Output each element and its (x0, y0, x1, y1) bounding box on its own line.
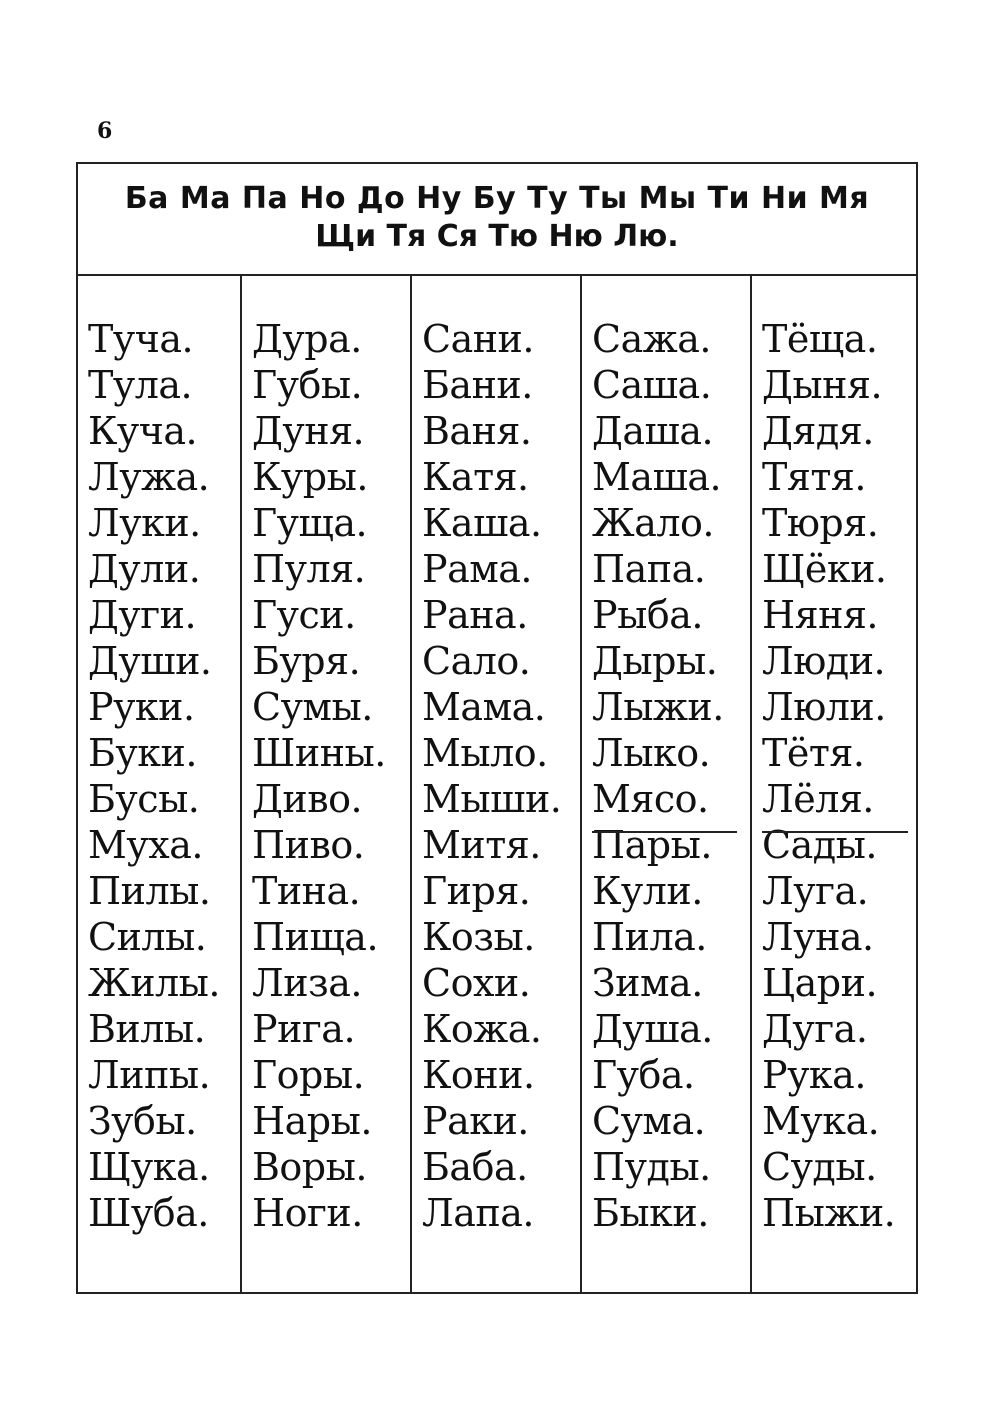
word-item: Быки. (592, 1191, 709, 1235)
word-item: Сани. (422, 317, 534, 361)
word-item: Сало. (422, 639, 531, 683)
word-item: Щёки. (762, 547, 887, 591)
word-item: Куча. (88, 409, 198, 453)
word-item: Пила. (592, 915, 707, 959)
word-item: Лиза. (252, 961, 362, 1005)
word-item: Жилы. (88, 961, 220, 1005)
word-item: Шуба. (88, 1191, 209, 1235)
word-column-1 (78, 276, 242, 1294)
word-item: Руки. (88, 685, 195, 729)
word-item: Туча. (88, 317, 194, 361)
word-item: Мука. (762, 1099, 880, 1143)
word-item: Лёля. (762, 777, 874, 821)
word-column-4 (582, 276, 752, 1294)
word-item: Даша. (592, 409, 714, 453)
word-item: Куры. (252, 455, 368, 499)
word-item: Дыня. (762, 363, 883, 407)
word-item: Пуля. (252, 547, 366, 591)
word-item: Воры. (252, 1145, 367, 1189)
word-item: Шины. (252, 731, 386, 775)
word-item: Луга. (762, 869, 869, 913)
syllable-table (76, 162, 918, 1294)
word-item: Люди. (762, 639, 886, 683)
word-item: Лапа. (422, 1191, 534, 1235)
word-item: Маша. (592, 455, 722, 499)
word-item: Кожа. (422, 1007, 542, 1051)
word-item: Пилы. (88, 869, 211, 913)
word-item: Бусы. (88, 777, 200, 821)
word-item: Дуги. (88, 593, 197, 637)
word-item: Души. (88, 639, 212, 683)
word-item: Кони. (422, 1053, 535, 1097)
word-item: Пары. (592, 823, 712, 867)
word-item: Рыба. (592, 593, 703, 637)
word-item: Щука. (88, 1145, 210, 1189)
word-item: Мясо. (592, 777, 709, 821)
word-item: Буки. (88, 731, 197, 775)
word-item: Саша. (592, 363, 712, 407)
word-item: Рама. (422, 547, 533, 591)
word-column-5 (752, 276, 916, 1294)
word-item: Суды. (762, 1145, 877, 1189)
word-item: Гиря. (422, 869, 531, 913)
word-item: Пыжи. (762, 1191, 896, 1235)
page-number: 6 (97, 118, 113, 144)
word-item: Нары. (252, 1099, 372, 1143)
syllable-line-1: Ба Ма Па Но До Ну Бу Ту Ты Мы Ти Ни Мя (124, 181, 870, 216)
section-rule-column-5 (762, 831, 908, 833)
word-item: Диво. (252, 777, 363, 821)
word-item: Губы. (252, 363, 363, 407)
word-item: Лыжи. (592, 685, 724, 729)
word-item: Дули. (88, 547, 201, 591)
word-item: Митя. (422, 823, 541, 867)
word-item: Губа. (592, 1053, 695, 1097)
word-item: Луки. (88, 501, 201, 545)
word-item: Буря. (252, 639, 361, 683)
word-item: Липы. (88, 1053, 211, 1097)
word-item: Вилы. (88, 1007, 206, 1051)
word-item: Силы. (88, 915, 207, 959)
word-item: Пища. (252, 915, 379, 959)
word-item: Тётя. (762, 731, 865, 775)
word-item: Муха. (88, 823, 203, 867)
word-item: Каша. (422, 501, 542, 545)
word-item: Лужа. (88, 455, 210, 499)
word-item: Тула. (88, 363, 193, 407)
section-rule-column-4 (592, 831, 737, 833)
word-item: Сума. (592, 1099, 706, 1143)
word-item: Мыло. (422, 731, 548, 775)
word-item: Рука. (762, 1053, 866, 1097)
syllable-line-2: Щи Тя Ся Тю Ню Лю. (315, 219, 679, 254)
word-item: Пуды. (592, 1145, 711, 1189)
word-item: Рана. (422, 593, 528, 637)
word-item: Дура. (252, 317, 362, 361)
word-item: Мама. (422, 685, 546, 729)
word-item: Гуща. (252, 501, 368, 545)
word-item: Дуга. (762, 1007, 868, 1051)
word-item: Сохи. (422, 961, 531, 1005)
word-item: Сажа. (592, 317, 711, 361)
syllable-header (78, 164, 916, 276)
word-item: Дядя. (762, 409, 874, 453)
word-item: Сады. (762, 823, 877, 867)
word-item: Тёща. (762, 317, 878, 361)
word-item: Ваня. (422, 409, 532, 453)
word-item: Гуси. (252, 593, 356, 637)
word-column-2 (242, 276, 412, 1294)
word-item: Цари. (762, 961, 878, 1005)
word-item: Тина. (252, 869, 361, 913)
word-item: Дуня. (252, 409, 365, 453)
word-item: Луна. (762, 915, 874, 959)
word-column-3 (412, 276, 582, 1294)
word-item: Кули. (592, 869, 703, 913)
word-item: Катя. (422, 455, 529, 499)
word-item: Лыко. (592, 731, 711, 775)
word-item: Папа. (592, 547, 706, 591)
word-item: Няня. (762, 593, 878, 637)
word-item: Жало. (592, 501, 714, 545)
word-item: Душа. (592, 1007, 713, 1051)
word-item: Тюря. (762, 501, 879, 545)
word-item: Раки. (422, 1099, 529, 1143)
word-item: Горы. (252, 1053, 365, 1097)
word-item: Рига. (252, 1007, 356, 1051)
word-columns (78, 276, 916, 1294)
word-item: Козы. (422, 915, 535, 959)
word-item: Тятя. (762, 455, 866, 499)
word-item: Сумы. (252, 685, 373, 729)
word-item: Баба. (422, 1145, 528, 1189)
word-item: Люли. (762, 685, 886, 729)
word-item: Зима. (592, 961, 703, 1005)
word-item: Бани. (422, 363, 533, 407)
word-item: Мыши. (422, 777, 562, 821)
word-item: Пиво. (252, 823, 365, 867)
word-item: Зубы. (88, 1099, 197, 1143)
word-item: Ноги. (252, 1191, 363, 1235)
word-item: Дыры. (592, 639, 718, 683)
